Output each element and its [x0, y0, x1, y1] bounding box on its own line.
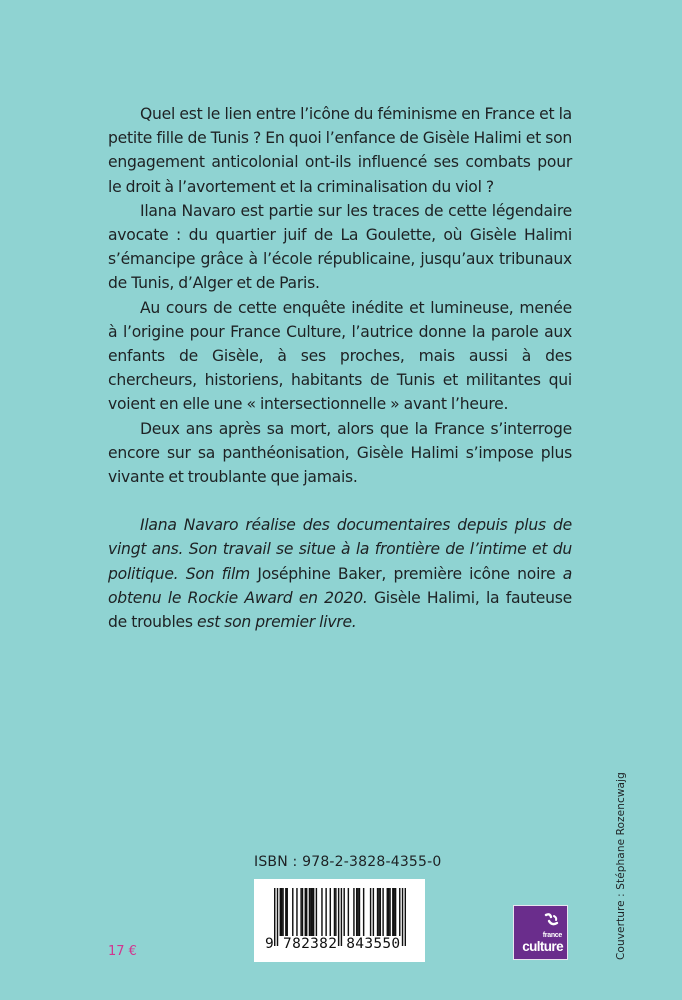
- bio-part-2: a obtenu le Rockie Award en 2020.: [108, 564, 573, 607]
- barcode-bar: [282, 888, 283, 936]
- barcode-digits: 9 782382 843550: [265, 936, 401, 952]
- summary-paragraph-3: Au cours de cette enquête inédite et lumineuse, menée à l’origine pour France Culture, l’autrice donne la parole aux enfants de Gisèle, à ses proches, mais aussi à des chercheurs, historiens, habitants de Tunis et militantes qui voient en elle une « intersectionnelle » avant l’heure.: [108, 298, 572, 414]
- barcode-bar: [285, 888, 286, 936]
- barcode-bar: [359, 888, 360, 936]
- summary-paragraph-2: Ilana Navaro est partie sur les traces de cette légendaire avocate : du quartier juif de La Goulette, où Gisèle Halimi s’émancipe grâce à l’école républicaine, jusqu’aux tribunaux de Tunis, d’Alger et de Paris.: [108, 201, 572, 293]
- barcode-bar: [378, 888, 379, 936]
- barcode-bar: [287, 888, 288, 936]
- barcode-bar: [399, 888, 400, 936]
- barcode-bar: [321, 888, 322, 936]
- barcode-bar: [312, 888, 313, 936]
- summary-paragraph-4: Deux ans après sa mort, alors que la France s’interroge encore sur sa panthéonisation, Gisèle Halimi s’impose plus vivante et troublante que jamais.: [108, 419, 572, 487]
- cover-credit: Couverture : Stéphane Rozencwajg: [615, 772, 627, 960]
- barcode-bar: [281, 888, 282, 936]
- barcode-bar: [370, 888, 371, 936]
- france-culture-logo: [513, 905, 568, 960]
- barcode-bar: [373, 888, 374, 936]
- barcode-bar: [363, 888, 364, 936]
- barcode-bar: [389, 888, 390, 936]
- barcode-bar: [393, 888, 394, 936]
- barcode-bar: [313, 888, 314, 936]
- barcode-bar: [377, 888, 378, 936]
- barcode-bar: [310, 888, 311, 936]
- barcode-bar: [353, 888, 354, 936]
- barcode-bar: [382, 888, 383, 936]
- bio-part-1: Ilana Navaro réalise des documentaires depuis plus de vingt ans. Son travail se situe à la frontière de l’intime et du politique. Son film: [108, 516, 572, 583]
- film-title: Joséphine Baker, première icône noire: [257, 564, 556, 583]
- barcode-bar: [402, 888, 403, 946]
- barcode-bar: [335, 888, 336, 936]
- barcode: [254, 879, 425, 962]
- barcode-bar: [392, 888, 393, 936]
- barcode-bar: [309, 888, 310, 936]
- barcode-bar: [330, 888, 331, 936]
- barcode-bar: [305, 888, 306, 936]
- barcode-bar: [306, 888, 307, 936]
- barcode-bar: [380, 888, 381, 936]
- logo-line-france: france: [542, 932, 562, 939]
- barcode-bar: [302, 888, 303, 936]
- barcode-bar: [300, 888, 301, 936]
- france-culture-mark-icon: [543, 913, 559, 927]
- barcode-bar: [395, 888, 396, 936]
- barcode-bar: [325, 888, 326, 936]
- barcode-bar: [296, 888, 297, 936]
- book-title: Gisèle Halimi, la fauteuse de troubles: [108, 588, 572, 632]
- barcode-bar: [334, 888, 335, 936]
- barcode-bar: [348, 888, 349, 936]
- barcode-bar: [356, 888, 357, 936]
- barcode-bar: [357, 888, 358, 936]
- barcode-bar: [387, 888, 388, 936]
- bio-part-3: est son premier livre.: [192, 613, 357, 632]
- author-bio: [108, 513, 572, 634]
- barcode-bar: [292, 888, 293, 936]
- barcode-bar: [343, 888, 344, 936]
- back-cover-text: [108, 102, 572, 634]
- barcode-bar: [405, 888, 406, 946]
- price: 17 €: [108, 944, 137, 959]
- logo-line-culture: culture: [522, 939, 563, 954]
- barcode-bar: [316, 888, 317, 936]
- barcode-bar: [280, 888, 281, 936]
- barcode-bar: [388, 888, 389, 936]
- isbn-label: ISBN : 978-2-3828-4355-0: [254, 854, 442, 870]
- summary-paragraph-1: Quel est le lien entre l’icône du féminisme en France et la petite fille de Tunis ? En quoi l’enfance de Gisèle Halimi et son engagement anticolonial ont-ils influencé ses combats pour le droit à l’avortement et la criminalisation du viol ?: [108, 105, 572, 196]
